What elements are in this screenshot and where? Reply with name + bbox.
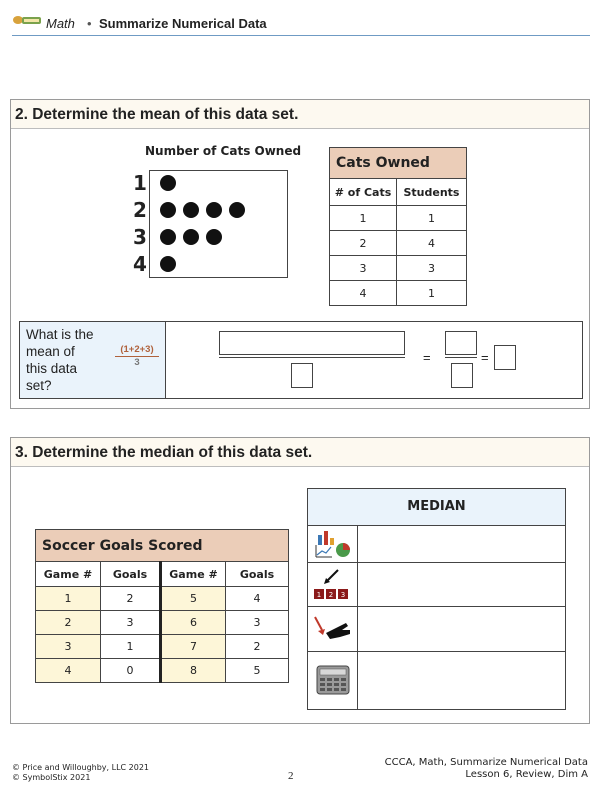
equals-sign-2: = <box>481 350 489 365</box>
soccer-header: Goals <box>226 562 289 587</box>
soccer-cell: 5 <box>226 659 289 683</box>
mean-question-panel <box>20 322 166 398</box>
pointing-hand-icon <box>312 613 354 647</box>
soccer-cell: 0 <box>101 659 161 683</box>
soccer-header: Game # <box>36 562 101 587</box>
numbers-order-icon <box>312 567 354 603</box>
mean-question-text <box>26 326 94 394</box>
question-line: What is the <box>26 327 94 342</box>
section-mean-title: 2. Determine the mean of this data set. <box>11 100 589 129</box>
mean-formula-icon <box>115 344 159 369</box>
median-icon-cell <box>308 563 358 606</box>
soccer-header: Goals <box>101 562 161 587</box>
dot-plot-dot <box>160 229 176 245</box>
sum-answer-box[interactable] <box>219 331 405 355</box>
dot-plot-row-label: 1 <box>133 171 147 195</box>
header-separator: • <box>87 16 92 31</box>
dot-plot-dot <box>229 202 245 218</box>
footer-copyright-2: © SymbolStix 2021 <box>12 773 91 782</box>
footer-copyright-1: © Price and Willoughby, LLC 2021 <box>12 763 150 772</box>
soccer-cell: 5 <box>161 587 226 611</box>
median-icon-cell <box>308 652 358 709</box>
formula-numerator: (1+2+3) <box>115 344 159 357</box>
dot-plot-title: Number of Cats Owned <box>145 144 302 158</box>
cats-cell: 2 <box>330 231 397 256</box>
median-row <box>308 563 565 607</box>
question-line: mean of <box>26 344 75 359</box>
soccer-cell: 2 <box>101 587 161 611</box>
cats-cell: 3 <box>330 256 397 281</box>
footer-course: CCCA, Math, Summarize Numerical Data <box>384 757 588 768</box>
subject-label: Math <box>46 16 75 31</box>
svg-text:1: 1 <box>316 591 322 599</box>
cats-header-students: Students <box>397 179 467 206</box>
median-row <box>308 526 565 563</box>
soccer-cell: 3 <box>36 635 101 659</box>
soccer-cell: 3 <box>226 611 289 635</box>
formula-denominator: 3 <box>134 357 140 368</box>
dot-plot-dot <box>183 229 199 245</box>
cats-cell: 3 <box>397 256 467 281</box>
dot-plot-dot <box>160 256 176 272</box>
median-icon-cell <box>308 526 358 562</box>
mean-answer-box[interactable] <box>494 345 516 370</box>
cats-cell: 1 <box>397 281 467 306</box>
cats-cell: 1 <box>330 206 397 231</box>
dot-plot-dot <box>183 202 199 218</box>
page-title: Summarize Numerical Data <box>99 16 267 31</box>
svg-text:3: 3 <box>340 591 346 599</box>
svg-text:2: 2 <box>328 591 334 599</box>
soccer-cell: 8 <box>161 659 226 683</box>
section-median-title: 3. Determine the median of this data set. <box>11 438 589 467</box>
median-title: MEDIAN <box>308 489 565 526</box>
dot-plot-row-label: 2 <box>133 198 147 222</box>
page-header <box>12 12 590 36</box>
median-box <box>307 488 566 710</box>
dot-plot-dot <box>206 229 222 245</box>
numerator-answer-box[interactable] <box>445 331 477 355</box>
dot-plot-row-label: 4 <box>133 252 147 276</box>
calculator-icon <box>316 665 350 695</box>
soccer-cell: 4 <box>36 659 101 683</box>
soccer-cell: 2 <box>226 635 289 659</box>
soccer-cell: 7 <box>161 635 226 659</box>
cats-owned-table <box>329 147 467 306</box>
equals-sign: = <box>423 350 431 365</box>
cats-cell: 4 <box>397 231 467 256</box>
dot-plot-dot <box>206 202 222 218</box>
soccer-goals-table <box>35 529 289 683</box>
soccer-header: Game # <box>161 562 226 587</box>
soccer-cell: 1 <box>101 635 161 659</box>
soccer-cell: 2 <box>36 611 101 635</box>
dot-plot-dot <box>160 175 176 191</box>
question-line: this data <box>26 361 78 376</box>
dot-plot-row-label: 3 <box>133 225 147 249</box>
mean-question-row <box>19 321 583 399</box>
question-line: set? <box>26 378 52 393</box>
chart-icon <box>314 529 354 559</box>
cats-header-cats: # of Cats <box>330 179 397 206</box>
denominator-answer-box[interactable] <box>451 363 473 388</box>
count-answer-box[interactable] <box>291 363 313 388</box>
section-mean <box>10 99 590 409</box>
fraction-bar-2 <box>445 357 477 358</box>
fraction-bar <box>219 357 405 358</box>
soccer-table-title: Soccer Goals Scored <box>36 530 289 562</box>
cats-table-title: Cats Owned <box>330 148 467 179</box>
page-number: 2 <box>288 770 294 782</box>
section-median <box>10 437 590 724</box>
median-row <box>308 607 565 652</box>
cats-cell: 4 <box>330 281 397 306</box>
footer-lesson: Lesson 6, Review, Dim A <box>465 769 588 780</box>
median-icon-cell <box>308 607 358 651</box>
median-row <box>308 652 565 709</box>
cats-cell: 1 <box>397 206 467 231</box>
soccer-cell: 6 <box>161 611 226 635</box>
soccer-cell: 4 <box>226 587 289 611</box>
soccer-cell: 1 <box>36 587 101 611</box>
dot-plot-dot <box>160 202 176 218</box>
logo-icon <box>12 14 42 28</box>
soccer-cell: 3 <box>101 611 161 635</box>
